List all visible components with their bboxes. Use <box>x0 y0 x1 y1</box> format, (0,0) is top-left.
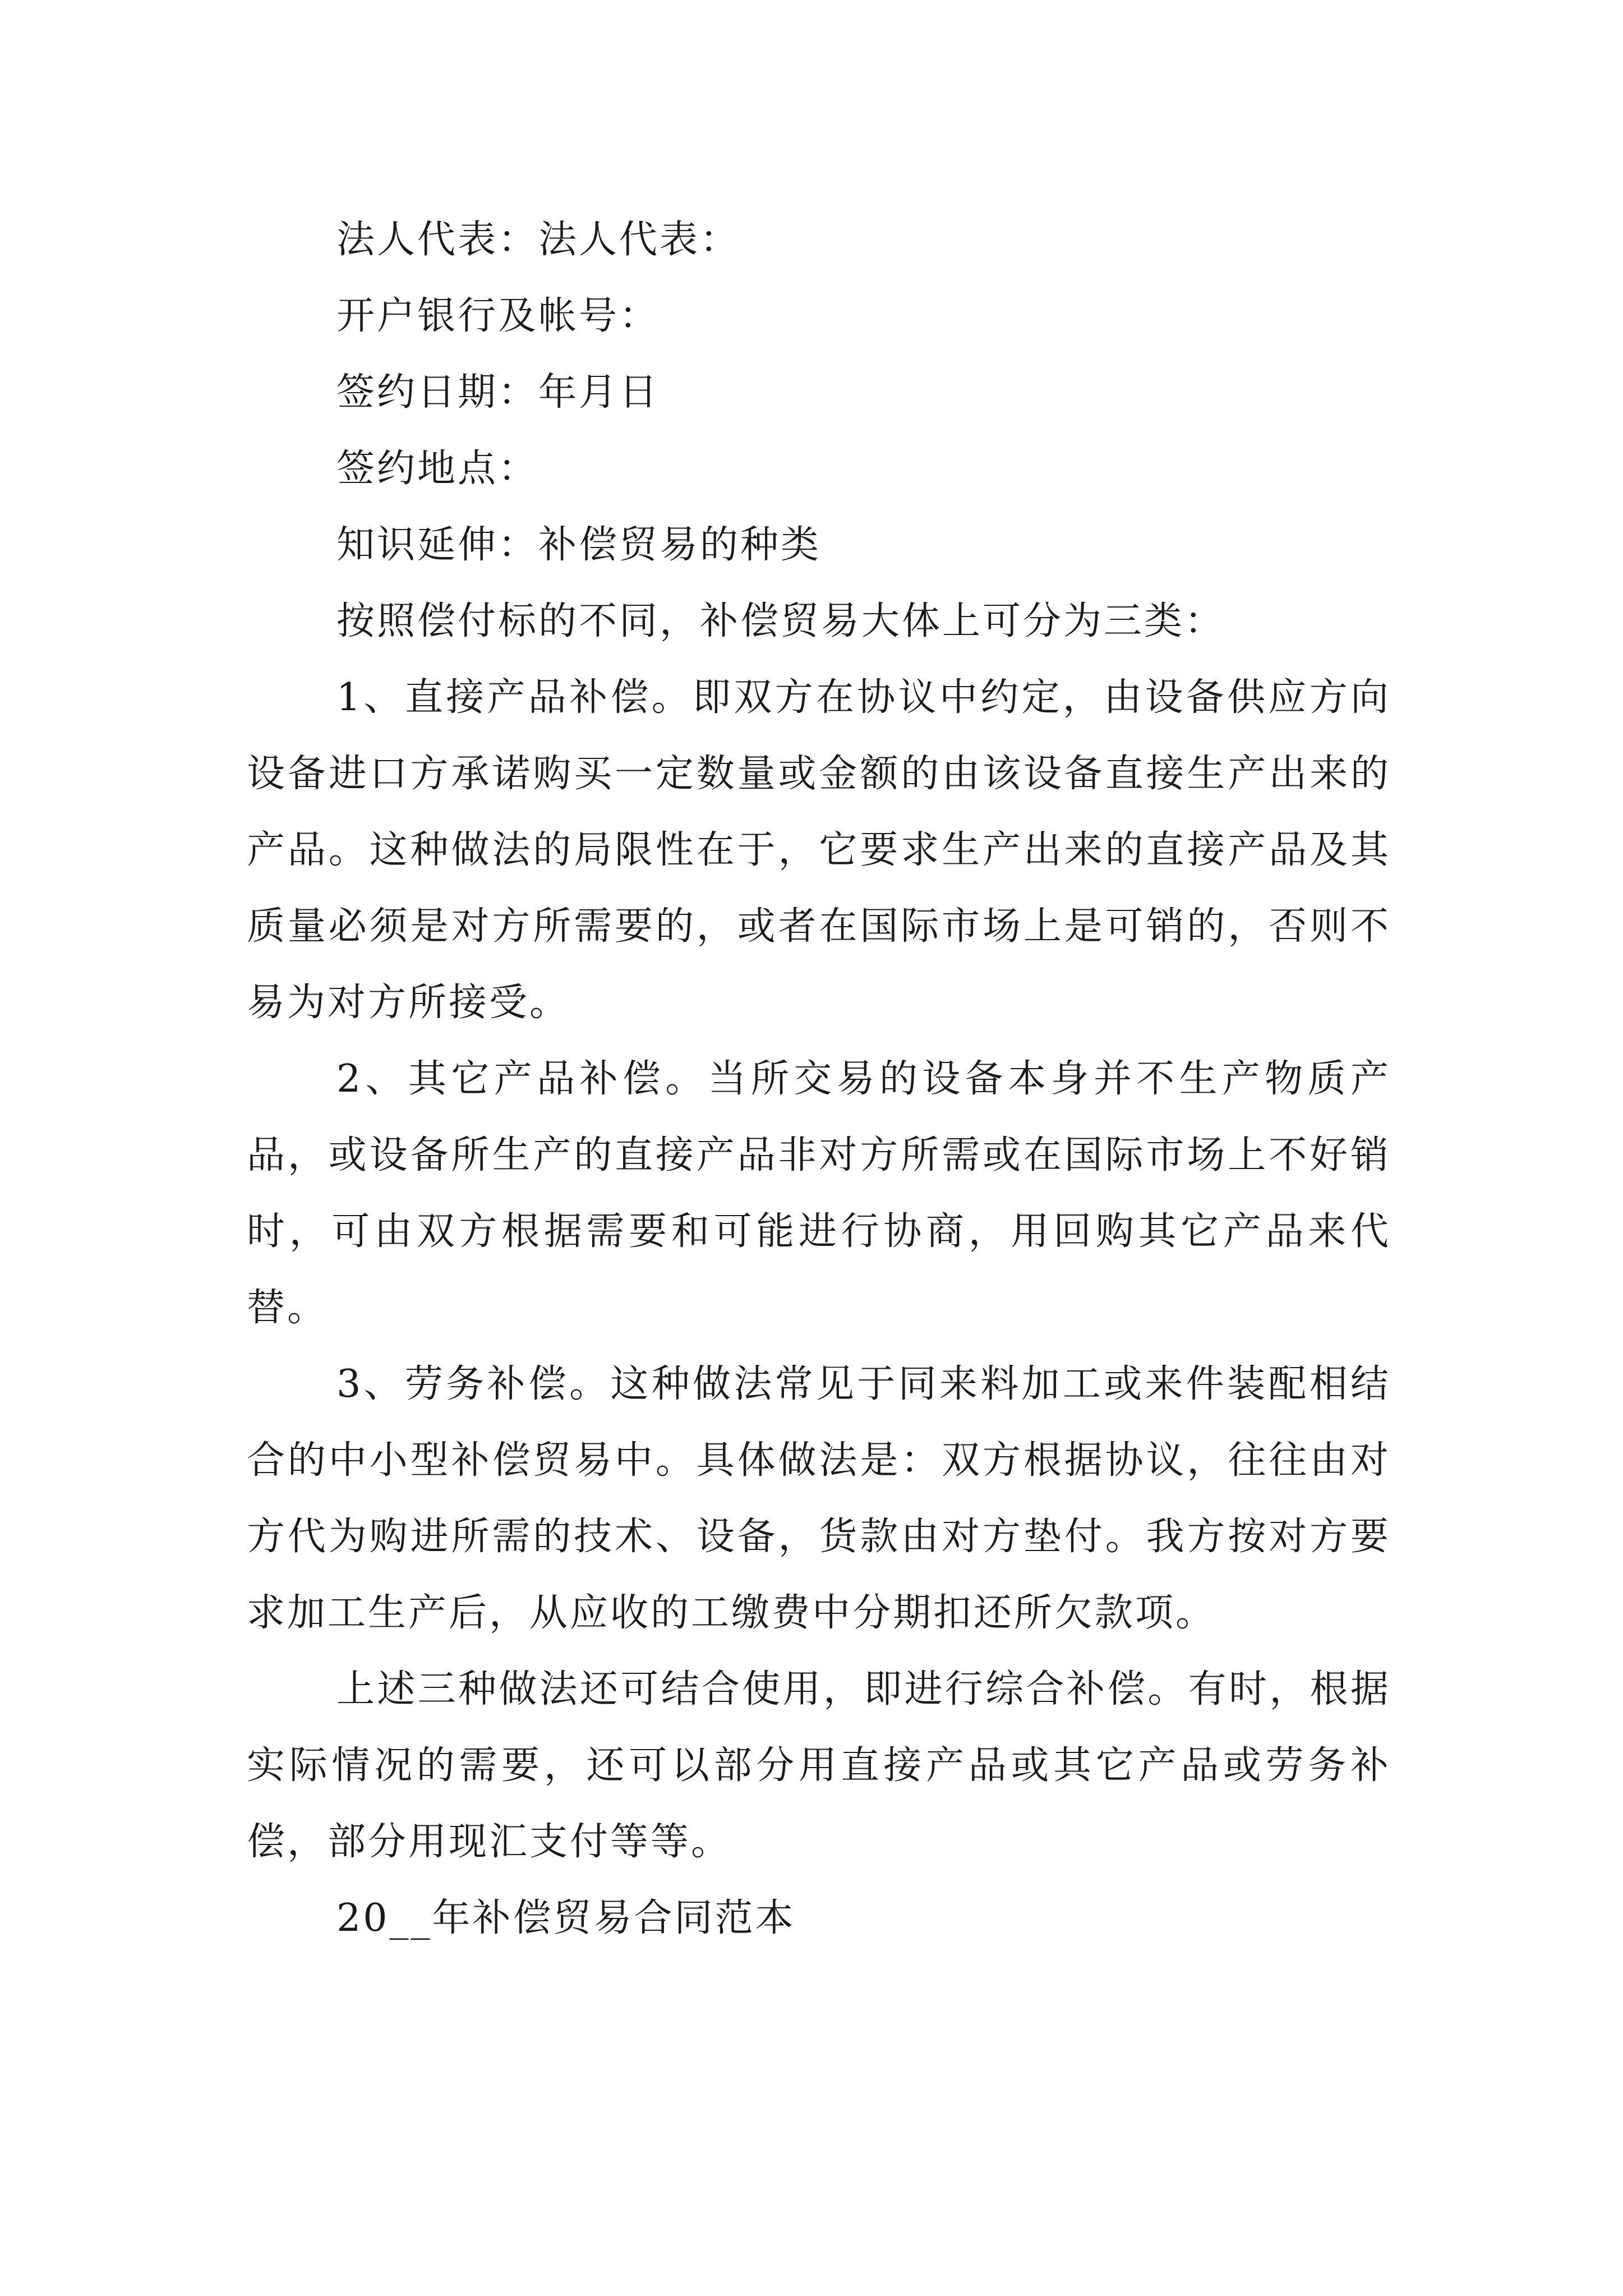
contract-template-title: 20__年补偿贸易合同范本 <box>336 1896 796 1940</box>
paragraph-other-product: 2、其它产品补偿。当所交易的设备本身并不生产物质产品，或设备所生产的直接产品非对方所需或在国际市场上不好销时，可由双方根据需要和可能进行协商，用回购其它产品来代替。 <box>247 1057 1391 1330</box>
legal-representative-line: 法人代表：法人代表： <box>336 218 741 262</box>
document-body <box>247 202 1391 1957</box>
knowledge-extension-heading: 知识延伸：补偿贸易的种类 <box>336 523 822 567</box>
paragraph-list <box>247 660 1391 1880</box>
paragraph-combined-compensation: 上述三种做法还可结合使用，即进行综合补偿。有时，根据实际情况的需要，还可以部分用直接产品或其它产品或劳务补偿，部分用现汇支付等等。 <box>247 1667 1391 1864</box>
paragraph-direct-product: 1、直接产品补偿。即双方在协议中约定，由设备供应方向设备进口方承诺购买一定数量或金额的由该设备直接生产出来的产品。这种做法的局限性在于，它要求生产出来的直接产品及其质量必须是对方所需要的，或者在国际市场上是可销的，否则不易为对方所接受。 <box>247 675 1391 1025</box>
classification-intro-line: 按照偿付标的不同，补偿贸易大体上可分为三类： <box>336 599 1225 643</box>
signing-place-line: 签约地点： <box>336 447 539 491</box>
signing-date-line: 签约日期：年月日 <box>336 370 660 415</box>
paragraph-labor-compensation: 3、劳务补偿。这种做法常见于同来料加工或来件装配相结合的中小型补偿贸易中。具体做法是：双方根据协议，往往由对方代为购进所需的技术、设备，货款由对方垫付。我方按对方要求加工生产后，从应收的工缴费中分期扣还所欠款项。 <box>247 1362 1391 1635</box>
bank-account-line: 开户银行及帐号： <box>336 294 660 338</box>
